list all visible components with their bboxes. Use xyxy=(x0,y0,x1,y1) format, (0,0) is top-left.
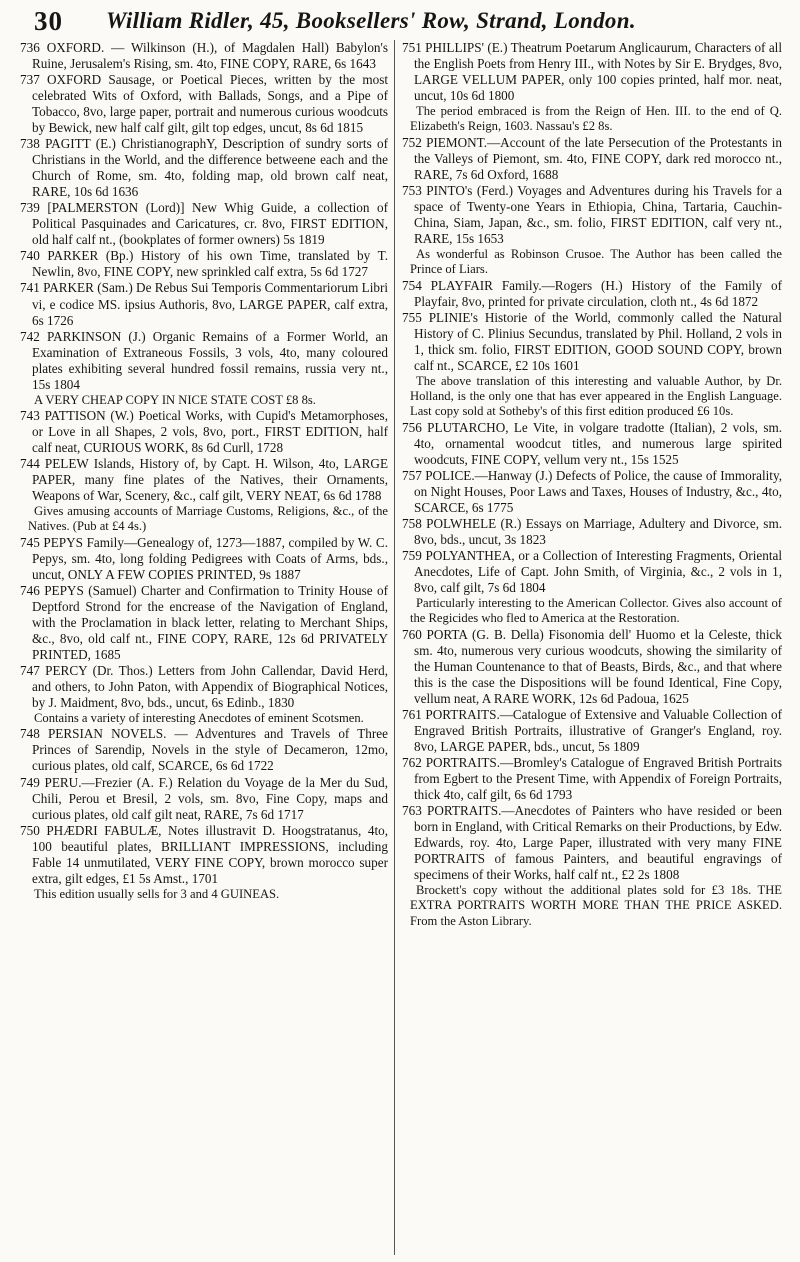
catalogue-entry xyxy=(20,200,388,248)
entry-number: 763 xyxy=(402,802,422,818)
running-head: William Ridler, 45, Booksellers' Row, Strand, London. xyxy=(106,8,636,33)
entry-number: 747 xyxy=(20,663,40,679)
entry-text: PERSIAN NOVELS. — Adventures and Travels of Three Princes of Sarendip, Novels in the style of Decameron, 12mo, curious plates, old calf, SCARCE, 6s 6d 1722 xyxy=(32,726,389,774)
entry-text: PERU.—Frezier (A. F.) Relation du Voyage de la Mer du Sud, Chili, Perou et Bresil, 2 vols, sm. 8vo, Fine Copy, maps and curious plates, old calf gilt neat, RARE, 7s 6d 1717 xyxy=(32,774,389,822)
catalogue-entry xyxy=(402,310,782,374)
entry-number: 739 xyxy=(20,200,40,216)
entry-text: POLYANTHEA, or a Collection of Interesting Fragments, Oriental Anecdotes, Life of Capt. John Smith, of Virginia, &c., 2 vols in 1, 8vo, calf gilt, 7s 6d 1804 xyxy=(414,547,782,595)
catalogue-entry xyxy=(20,535,388,583)
entry-text: OXFORD. — Wilkinson (H.), of Magdalen Hall) Babylon's Ruine, Jerusalem's Rising, sm. 4to, FINE COPY, RARE, 6s 1643 xyxy=(32,40,389,72)
entry-text: PEPYS Family—Genealogy of, 1273—1887, compiled by W. C. Pepys, sm. 4to, long folding Pedigrees with Coats of Arms, bds., uncut, ONLY A FEW COPIES PRINTED, 9s 1887 xyxy=(32,534,388,582)
entry-text: PARKINSON (J.) Organic Remains of a Former World, an Examination of Extraneous Fossils, 3 vols, 4to, many coloured plates exhibiting several hundred fossil remains, russia very nt., 15s 1804 xyxy=(32,328,388,392)
catalogue-entry xyxy=(402,755,782,803)
entry-text: PIEMONT.—Account of the late Persecution of the Protestants in the Valleys of Piemont, sm. 4to, FINE COPY, dark red morocco nt., RARE, 7s 6d Oxford, 1688 xyxy=(414,134,782,182)
entry-text: PERCY (Dr. Thos.) Letters from John Callendar, David Herd, and others, to John Paton, with Appendix of Biographical Notices, by J. Maidment, 8vo, bds., uncut, 6s Edinb., 1830 xyxy=(32,663,389,711)
entry-text: PHÆDRI FABULÆ, Notes illustravit D. Hoogstratanus, 4to, 100 beautiful plates, BRILLIANT IMPRESSIONS, including Fable 14 unmutilated, VERY FINE COPY, brown morocco super extra, gilt edges, £1 5s Amst., 1701 xyxy=(32,822,388,886)
entry-note: The above translation of this interesting and valuable Author, by Dr. Holland, is the only one that has ever appeared in the English Language. Last copy sold at Sotheby's of this first edition produced £6 10s. xyxy=(410,373,782,419)
entry-text: PARKER (Bp.) History of his own Time, translated by T. Newlin, 8vo, FINE COPY, new sprinkled calf extra, 5s 6d 1727 xyxy=(32,248,389,280)
catalogue-entry xyxy=(20,136,388,200)
catalogue-entry xyxy=(402,135,782,183)
page-number: 30 xyxy=(34,6,63,36)
catalogue-entry xyxy=(402,548,782,596)
catalogue-entry xyxy=(402,627,782,707)
entry-number: 759 xyxy=(402,547,422,563)
entry-text: PLAYFAIR Family.—Rogers (H.) History of the Family of Playfair, 8vo, printed for private circulation, cloth nt., 4s 6d 1872 xyxy=(414,277,782,309)
entry-text: POLWHELE (R.) Essays on Marriage, Adultery and Divorce, sm. 8vo, bds., uncut, 3s 1823 xyxy=(414,515,782,547)
entry-note: As wonderful as Robinson Crusoe. The Author has been called the Prince of Liars. xyxy=(410,246,782,277)
catalogue-columns xyxy=(20,40,782,1255)
catalogue-entry xyxy=(402,516,782,548)
entry-text: POLICE.—Hanway (J.) Defects of Police, the cause of Immorality, on Night Houses, Poor Laws and Taxes, Houses of Industry, &c., 4to, SCARCE, 6s 1775 xyxy=(414,467,782,515)
entry-number: 743 xyxy=(20,407,40,423)
right-column xyxy=(395,40,782,1255)
entry-text: PEPYS (Samuel) Charter and Confirmation to Trinity House of Deptford Strond for the encrease of the Navigation of England, with the Proclamation in black letter, relating to Merchant Ships, &c., 8vo, old calf nt., FINE COPY, RARE, 12s 6d PRIVATELY PRINTED, 1685 xyxy=(32,582,388,662)
entry-number: 744 xyxy=(20,456,40,472)
entry-text: PAGITT (E.) ChristianographY, Description of sundry sorts of Christians in the World, and the difference betweene each and the Church of Rome, sm. 4to, folding map, old brown calf neat, RARE, 10s 6d 1636 xyxy=(32,136,388,200)
catalogue-entry xyxy=(402,468,782,516)
entry-text: PORTRAITS.—Catalogue of Extensive and Valuable Collection of Engraved British Portraits, illustrative of Granger's England, roy. 8vo, LARGE PAPER, bds., uncut, 5s 1809 xyxy=(414,706,783,754)
entry-note: Gives amusing accounts of Marriage Customs, Religions, &c., of the Natives. (Pub at £4 4s.) xyxy=(28,504,388,534)
entry-text: PHILLIPS' (E.) Theatrum Poetarum Anglicaurum, Characters of all the English Poets from Henry III., with Notes by Sir E. Brydges, 8vo, LARGE VELLUM PAPER, only 100 copies printed, half mor. neat, uncut, 10s 6d 1800 xyxy=(414,40,783,104)
entry-text: PORTA (G. B. Della) Fisonomia dell' Huomo et la Celeste, thick sm. 4to, numerous very curious woodcuts, showing the similarity of the Human Countenance to that of Beasts, Birds, &c., and that where this is the case the Dispositions will be found Identical, Fine Copy, vellum neat, A RARE WORK, 12s 6d Padoua, 1625 xyxy=(414,626,782,706)
catalogue-entry xyxy=(20,583,388,663)
entry-number: 753 xyxy=(402,182,422,198)
entry-text: PLINIE's Historie of the World, commonly called the Natural History of C. Plinius Secundus, translated by Phil. Holland, 2 vols in 1, thick sm. folio, FIRST EDITION, GOOD SOUND COPY, brown calf nt., SCARCE, £2 10s 1601 xyxy=(414,309,782,373)
catalogue-entry xyxy=(20,775,388,823)
entry-text: PORTRAITS.—Bromley's Catalogue of Engraved British Portraits from Egbert to the Present Time, with Appendix of Foreign Portraits, thick 4to, calf gilt, 6s 6d 1793 xyxy=(414,754,783,802)
entry-number: 745 xyxy=(20,534,40,550)
entry-note: Contains a variety of interesting Anecdotes of eminent Scotsmen. xyxy=(34,711,364,726)
catalogue-entry xyxy=(20,823,388,887)
left-column xyxy=(20,40,395,1255)
catalogue-entry xyxy=(20,40,388,72)
entry-number: 737 xyxy=(20,72,40,88)
catalogue-entry xyxy=(20,72,388,136)
catalogue-entry xyxy=(20,280,388,328)
page-header xyxy=(20,4,782,36)
catalogue-entry xyxy=(20,663,388,711)
entry-number: 760 xyxy=(402,626,422,642)
catalogue-entry xyxy=(402,183,782,247)
entry-number: 736 xyxy=(20,40,40,55)
catalogue-entry xyxy=(20,329,388,393)
entry-number: 746 xyxy=(20,582,40,598)
catalogue-entry xyxy=(402,420,782,468)
catalogue-entry xyxy=(20,456,388,504)
entry-number: 754 xyxy=(402,277,422,293)
catalogue-entry xyxy=(402,803,782,883)
entry-text: PELEW Islands, History of, by Capt. H. Wilson, 4to, LARGE PAPER, many fine plates of the Natives, their Ornaments, Weapons of War, Scenery, &c., calf gilt, VERY NEAT, 6s 6d 1788 xyxy=(32,456,388,504)
entry-number: 755 xyxy=(402,309,422,325)
entry-number: 762 xyxy=(402,754,422,770)
entry-number: 757 xyxy=(402,467,422,483)
entry-number: 738 xyxy=(20,136,40,152)
entry-number: 748 xyxy=(20,726,40,742)
entry-number: 741 xyxy=(20,280,40,296)
entry-number: 751 xyxy=(402,40,422,55)
entry-note: This edition usually sells for 3 and 4 GUINEAS. xyxy=(34,886,280,901)
entry-note: Brockett's copy without the additional plates sold for £3 18s. THE EXTRA PORTRAITS WORTH MORE THAN THE PRICE ASKED. From the Aston Library. xyxy=(410,883,782,928)
entry-text: PLUTARCHO, Le Vite, in volgare tradotte (Italian), 2 vols, sm. 4to, ornamental woodcut titles, and numerous large spirited woodcuts, FINE COPY, vellum very nt., 15s 1525 xyxy=(414,419,782,467)
entry-text: PATTISON (W.) Poetical Works, with Cupid's Metamorphoses, or Love in all Shapes, 2 vols, 8vo, port., FIRST EDITION, half calf neat, CURIOUS WORK, 8s 6d Curll, 1728 xyxy=(32,407,388,456)
entry-text: PARKER (Sam.) De Rebus Sui Temporis Commentariorum Libri vi, e codice MS. ipsius Authoris, 8vo, LARGE PAPER, calf extra, 6s 1726 xyxy=(32,280,389,328)
catalogue-entry xyxy=(20,248,388,280)
entry-number: 758 xyxy=(402,515,422,531)
entry-note: The period embraced is from the Reign of Hen. III. to the end of Q. Elizabeth's Reign, 1603. Nassau's £2 8s. xyxy=(410,104,782,134)
entry-number: 756 xyxy=(402,419,422,435)
catalogue-entry xyxy=(402,278,782,310)
entry-note: Particularly interesting to the American Collector. Gives also account of the Regicides who fled to America at the Restoration. xyxy=(410,595,782,626)
catalogue-entry xyxy=(402,40,782,104)
entry-note: A VERY CHEAP COPY IN NICE STATE COST £8 8s. xyxy=(34,392,316,407)
entry-text: [PALMERSTON (Lord)] New Whig Guide, a collection of Political Pasquinades and Caricatures, cr. 8vo, FIRST EDITION, old half calf nt., (bookplates of former owners) 5s 1819 xyxy=(32,200,389,248)
entry-number: 740 xyxy=(20,248,40,264)
entry-number: 750 xyxy=(20,822,40,838)
entry-text: OXFORD Sausage, or Poetical Pieces, written by the most celebrated Wits of Oxford, with Ballads, Songs, and a Pipe of Tobacco, 8vo, large paper, portrait and numerous curious woodcuts by Bewick, new half calf gilt, gilt top edges, uncut, 8s 6d 1815 xyxy=(32,72,388,136)
entry-text: PINTO's (Ferd.) Voyages and Adventures during his Travels for a space of Twenty-one Years in Ethiopia, China, Tartaria, Cauchin-China, Siam, Japan, &c., sm. folio, FIRST EDITION, calf very nt., RARE, 15s 1653 xyxy=(414,182,782,246)
entry-number: 742 xyxy=(20,328,40,344)
catalogue-entry xyxy=(20,408,388,456)
entry-number: 761 xyxy=(402,706,422,722)
entry-text: PORTRAITS.—Anecdotes of Painters who have resided or been born in England, with Critical Remarks on their Productions, by Edw. Edwards, roy. 4to, Large Paper, illustrated with very many FINE PORTRAITS of famous Painters, and beautiful engravings of specimens of their Works, half calf nt., £2 2s 1808 xyxy=(414,802,783,883)
entry-number: 749 xyxy=(20,774,40,790)
catalogue-entry xyxy=(402,707,782,755)
entry-number: 752 xyxy=(402,134,422,150)
catalogue-entry xyxy=(20,726,388,774)
